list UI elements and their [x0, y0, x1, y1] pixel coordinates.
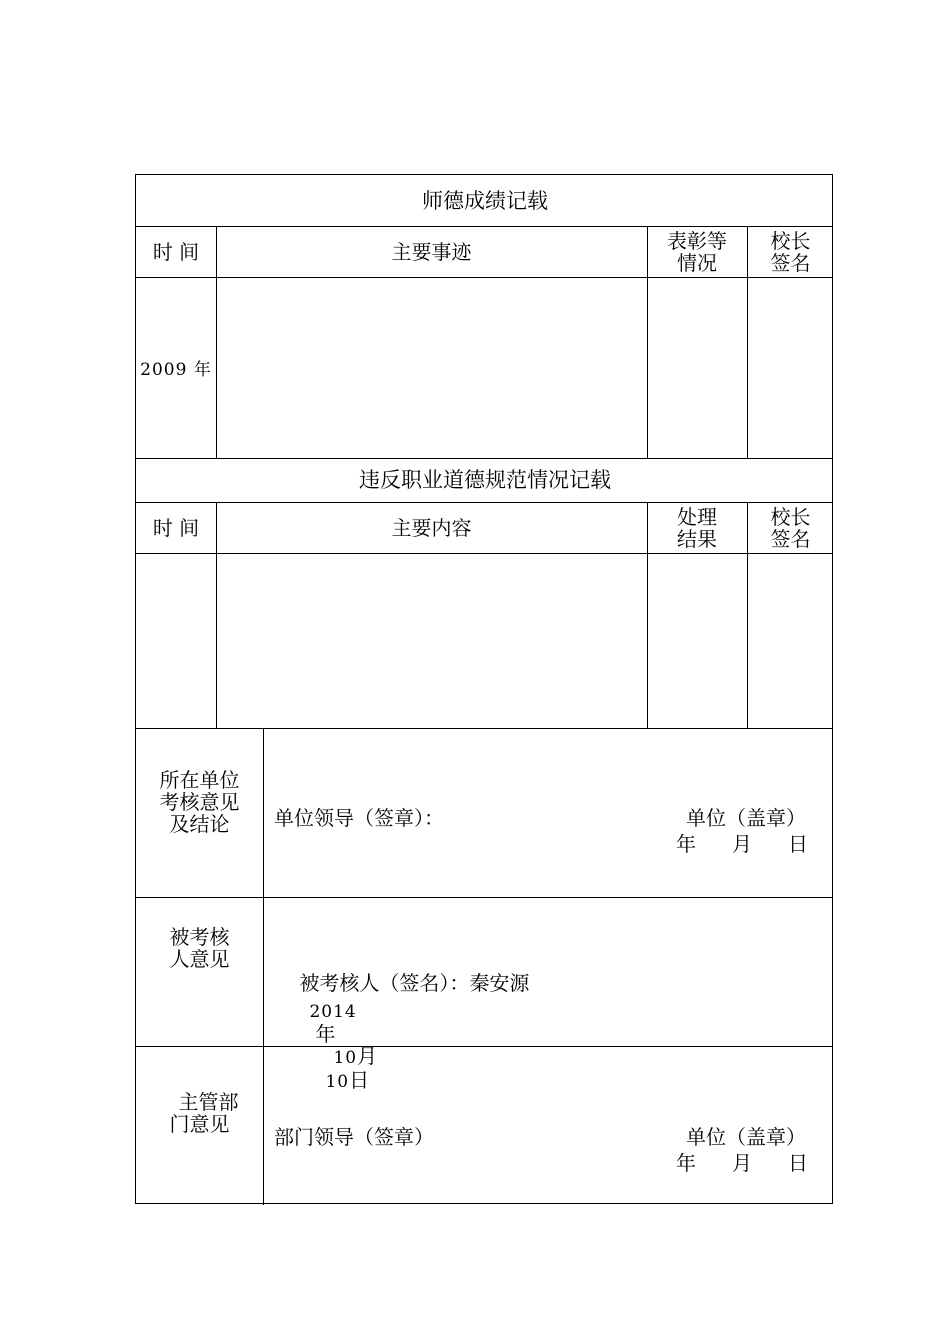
assessee-date-day: 10 — [325, 1072, 350, 1092]
table-row-time: 2009 年 — [140, 360, 212, 380]
section2-header-time: 时 间 — [152, 515, 200, 540]
section1-header-status — [647, 226, 747, 277]
dept-opinion-label-line2: 门意见 — [169, 1111, 230, 1136]
dept-seal-field[interactable]: 单位（盖章） — [686, 1125, 806, 1149]
table-row-time[interactable] — [136, 553, 216, 728]
section1-header-content: 主要事迹 — [391, 239, 472, 264]
assessee-date-month: 10 — [333, 1048, 358, 1068]
section1-header-sign-line2: 签名 — [770, 250, 811, 275]
section2-title: 违反职业道德规范情况记载 — [359, 468, 611, 492]
dept-date-day: 日 — [788, 1151, 808, 1175]
section1-header-sign — [747, 226, 834, 277]
section2-header-result-line1: 处理 — [677, 504, 717, 529]
dept-opinion-label-line1: 主管部 — [178, 1089, 239, 1114]
unit-date-month: 月 — [732, 832, 752, 856]
dept-opinion-label — [136, 1046, 263, 1205]
section2-header-sign — [747, 502, 834, 553]
assessee-date-month-unit: 月 — [357, 1044, 378, 1068]
section2-header-result — [647, 502, 747, 553]
section2-header-result-line2: 结果 — [677, 526, 717, 551]
assessee-opinion-label-line1: 被考核 — [169, 925, 230, 949]
unit-opinion-label — [136, 728, 263, 897]
unit-leader-signature-field[interactable]: 单位领导（签章）： — [274, 806, 444, 830]
assessee-date-year: 2014 — [309, 1002, 357, 1022]
table-row-sign[interactable] — [747, 277, 834, 458]
assessee-signer-label: 被考核人（签名）： — [299, 971, 470, 995]
dept-date-year: 年 — [676, 1151, 696, 1175]
section2-header-content: 主要内容 — [391, 515, 472, 540]
table-row-status[interactable] — [647, 277, 747, 458]
unit-date-year: 年 — [676, 832, 696, 856]
table-row-content[interactable] — [216, 553, 647, 728]
section2-header-sign-line1: 校长 — [770, 504, 811, 529]
section1-header-time: 时 间 — [152, 239, 200, 264]
assessee-date-year-unit: 年 — [315, 1022, 336, 1046]
section1-header-status-line2: 情况 — [677, 250, 717, 275]
unit-date-day: 日 — [788, 832, 808, 856]
teacher-ethics-form — [135, 174, 833, 1204]
assessee-signer-name: 秦安源 — [469, 971, 530, 995]
unit-opinion-label-line3: 及结论 — [169, 811, 230, 836]
unit-opinion-label-line2: 考核意见 — [159, 789, 240, 814]
section1-header-sign-line1: 校长 — [770, 228, 811, 253]
assessee-opinion-label — [136, 897, 263, 1047]
section1-header-status-line1: 表彰等 — [667, 228, 727, 253]
section1-title: 师德成绩记载 — [422, 188, 548, 213]
unit-seal-field[interactable]: 单位（盖章） — [686, 806, 806, 830]
table-row-sign[interactable] — [747, 553, 834, 728]
section2-header-sign-line2: 签名 — [770, 526, 811, 551]
dept-date-month: 月 — [732, 1151, 752, 1175]
unit-opinion-label-line1: 所在单位 — [159, 767, 240, 792]
dept-leader-signature-field[interactable]: 部门领导（签章） — [274, 1125, 434, 1149]
table-row-result[interactable] — [647, 553, 747, 728]
assessee-opinion-label-line2: 人意见 — [169, 947, 230, 971]
table-row-content[interactable] — [216, 277, 647, 458]
assessee-date-day-unit: 日 — [349, 1068, 370, 1092]
